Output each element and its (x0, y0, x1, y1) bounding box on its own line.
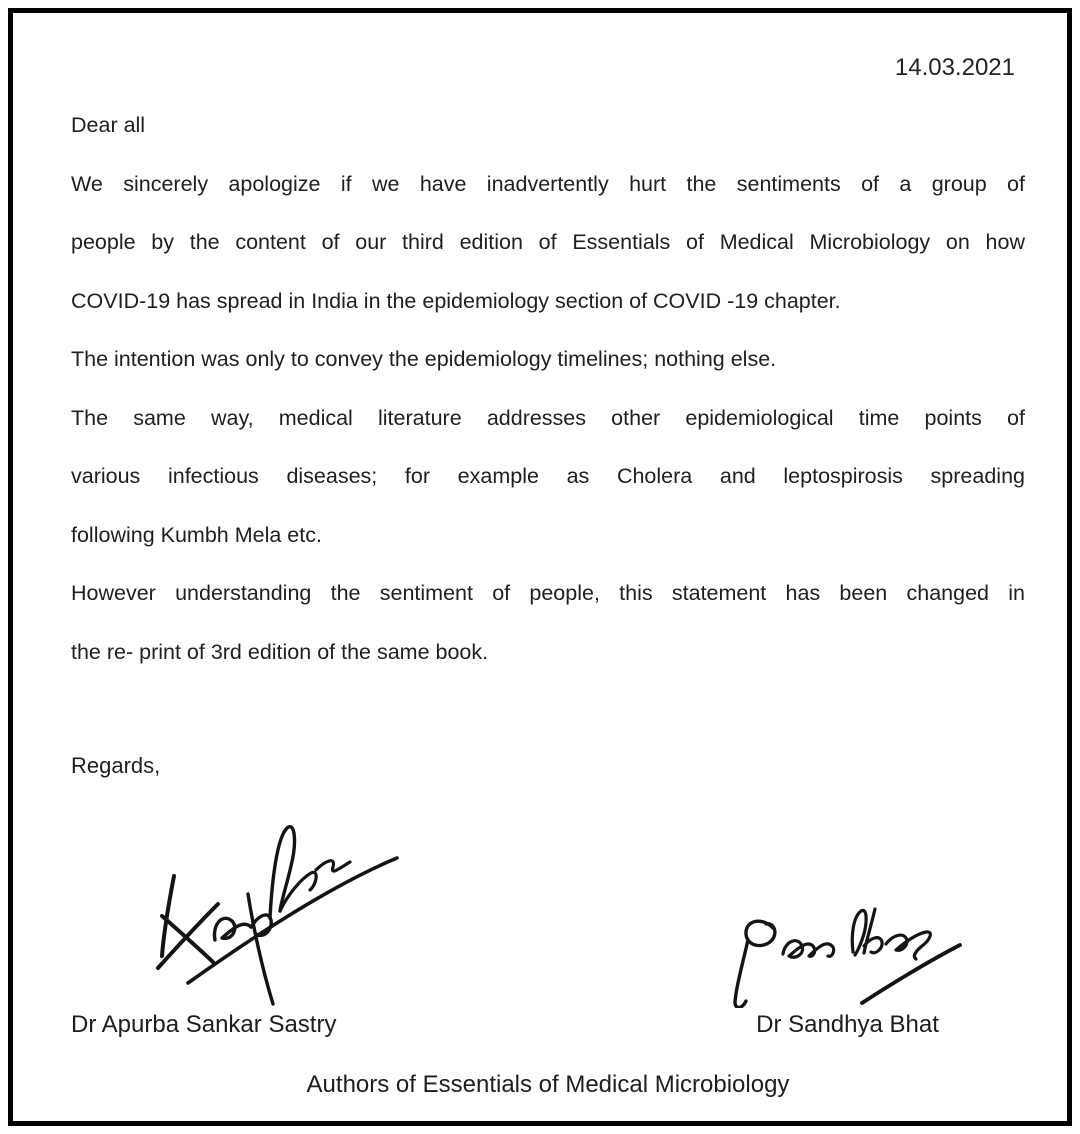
closing-regards: Regards, (71, 753, 161, 778)
sandhya-signature-icon (725, 888, 970, 1008)
body-paragraph-4 (71, 564, 1025, 681)
apurba-signature-icon (120, 818, 410, 1008)
page-border-frame (8, 8, 1072, 1126)
text-line: However understanding the sentiment of people, this statement has been changed in (71, 581, 1025, 605)
text-line: COVID-19 has spread in India in the epidemiology section of COVID -19 chapter. (71, 288, 841, 313)
signatory-name-apurba: Dr Apurba Sankar Sastry (71, 1010, 337, 1038)
body-paragraph-3 (71, 389, 1025, 565)
letter-body (71, 96, 1025, 681)
body-paragraph-2 (71, 330, 1025, 389)
text-line: people by the content of our third edition of Essentials of Medical Microbiology on how (71, 230, 1025, 254)
body-paragraph-1 (71, 155, 1025, 331)
sandhya-signature-image (725, 888, 970, 1008)
signatory-sandhya (725, 888, 970, 1042)
text-line: the re- print of 3rd edition of the same book. (71, 639, 489, 664)
text-line: We sincerely apologize if we have inadvertently hurt the sentiments of a group of (71, 171, 1025, 196)
apurba-signature-image (120, 818, 410, 1008)
text-line: The same way, medical literature addresses other epidemiological time points of (71, 405, 1025, 430)
text-line: The intention was only to convey the epidemiology timelines; nothing else. (71, 347, 777, 371)
salutation: Dear all (71, 113, 146, 137)
text-line: following Kumbh Mela etc. (71, 522, 322, 547)
authors-footer: Authors of Essentials of Medical Microbiology (306, 1070, 790, 1098)
signatory-name-sandhya: Dr Sandhya Bhat (756, 1010, 939, 1038)
letter-page (13, 13, 1067, 1121)
text-line: various infectious diseases; for example as Cholera and leptospirosis spreading (71, 464, 1025, 488)
signatory-apurba (71, 818, 410, 1042)
signature-block (71, 818, 1025, 1042)
letter-date: 14.03.2021 (894, 54, 1015, 81)
